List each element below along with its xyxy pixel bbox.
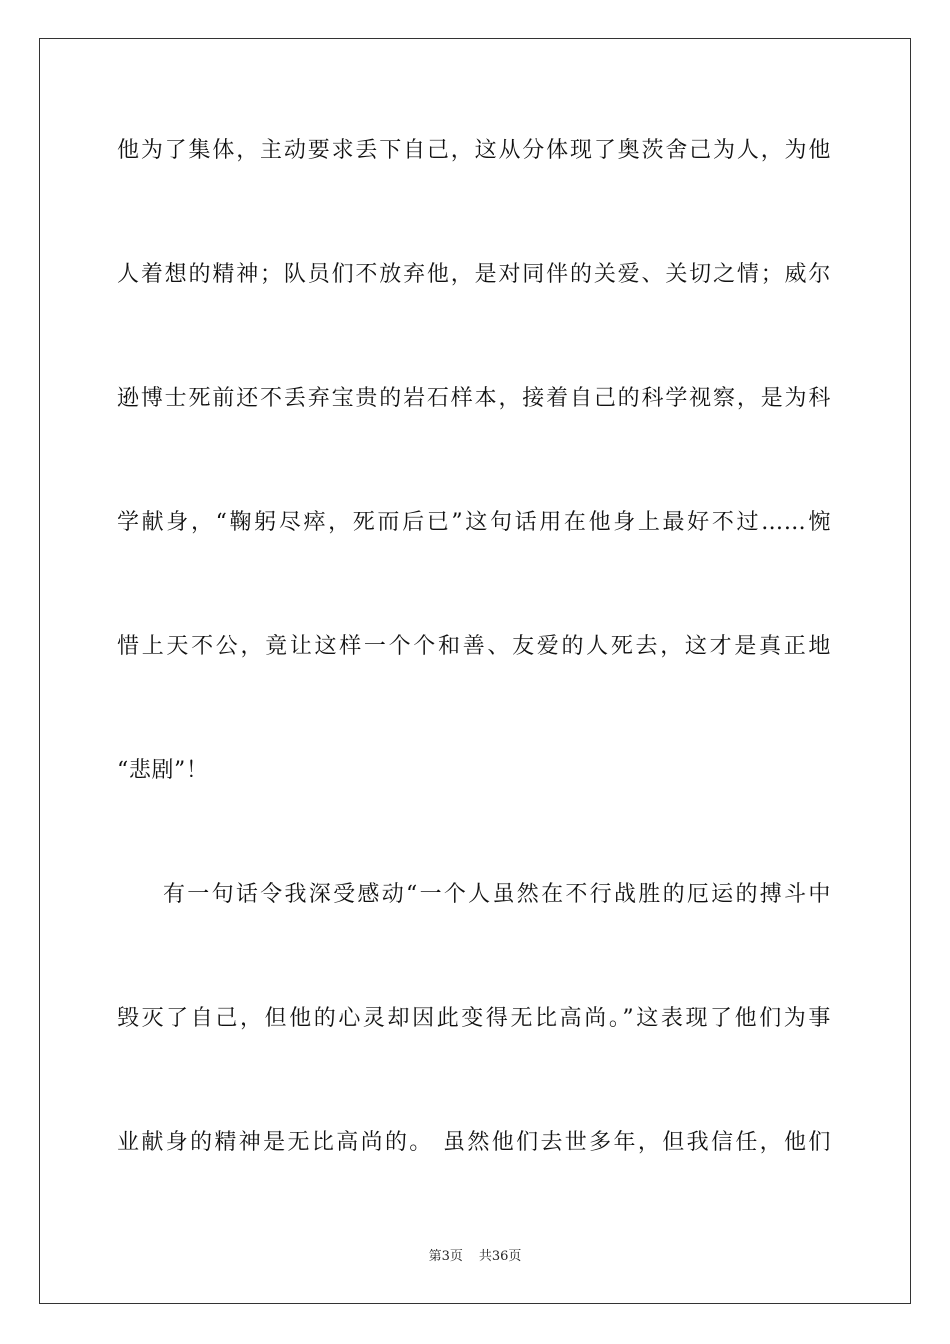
page-border <box>39 38 911 1304</box>
body-text-line: 学献身，“鞠躬尽瘁，死而后已”这句话用在他身上最好不过……惋 <box>117 510 831 535</box>
body-text-line: 他为了集体，主动要求丢下自己，这从分体现了奥茨舍己为人，为他 <box>117 138 831 163</box>
page-footer <box>0 1246 950 1268</box>
body-text-line: 逊博士死前还不丢弃宝贵的岩石样本，接着自己的科学视察，是为科 <box>117 386 831 411</box>
body-text-line: 人着想的精神；队员们不放弃他，是对同伴的关爱、关切之情；威尔 <box>117 262 831 287</box>
page-number: 第3页 <box>428 1249 463 1264</box>
body-text-line: 业献身的精神是无比高尚的。 虽然他们去世多年，但我信任，他们 <box>117 1130 831 1155</box>
page-total: 共36页 <box>478 1249 522 1264</box>
body-text-line: 毁灭了自己，但他的心灵却因此变得无比高尚。”这表现了他们为事 <box>117 1006 831 1031</box>
paragraph-first-line: 有一句话令我深受感动“一个人虽然在不行战胜的厄运的搏斗中 <box>163 882 831 907</box>
body-text-line: “悲剧”！ <box>117 758 209 783</box>
body-text-line: 惜上天不公，竟让这样一个个和善、友爱的人死去，这才是真正地 <box>117 634 831 659</box>
